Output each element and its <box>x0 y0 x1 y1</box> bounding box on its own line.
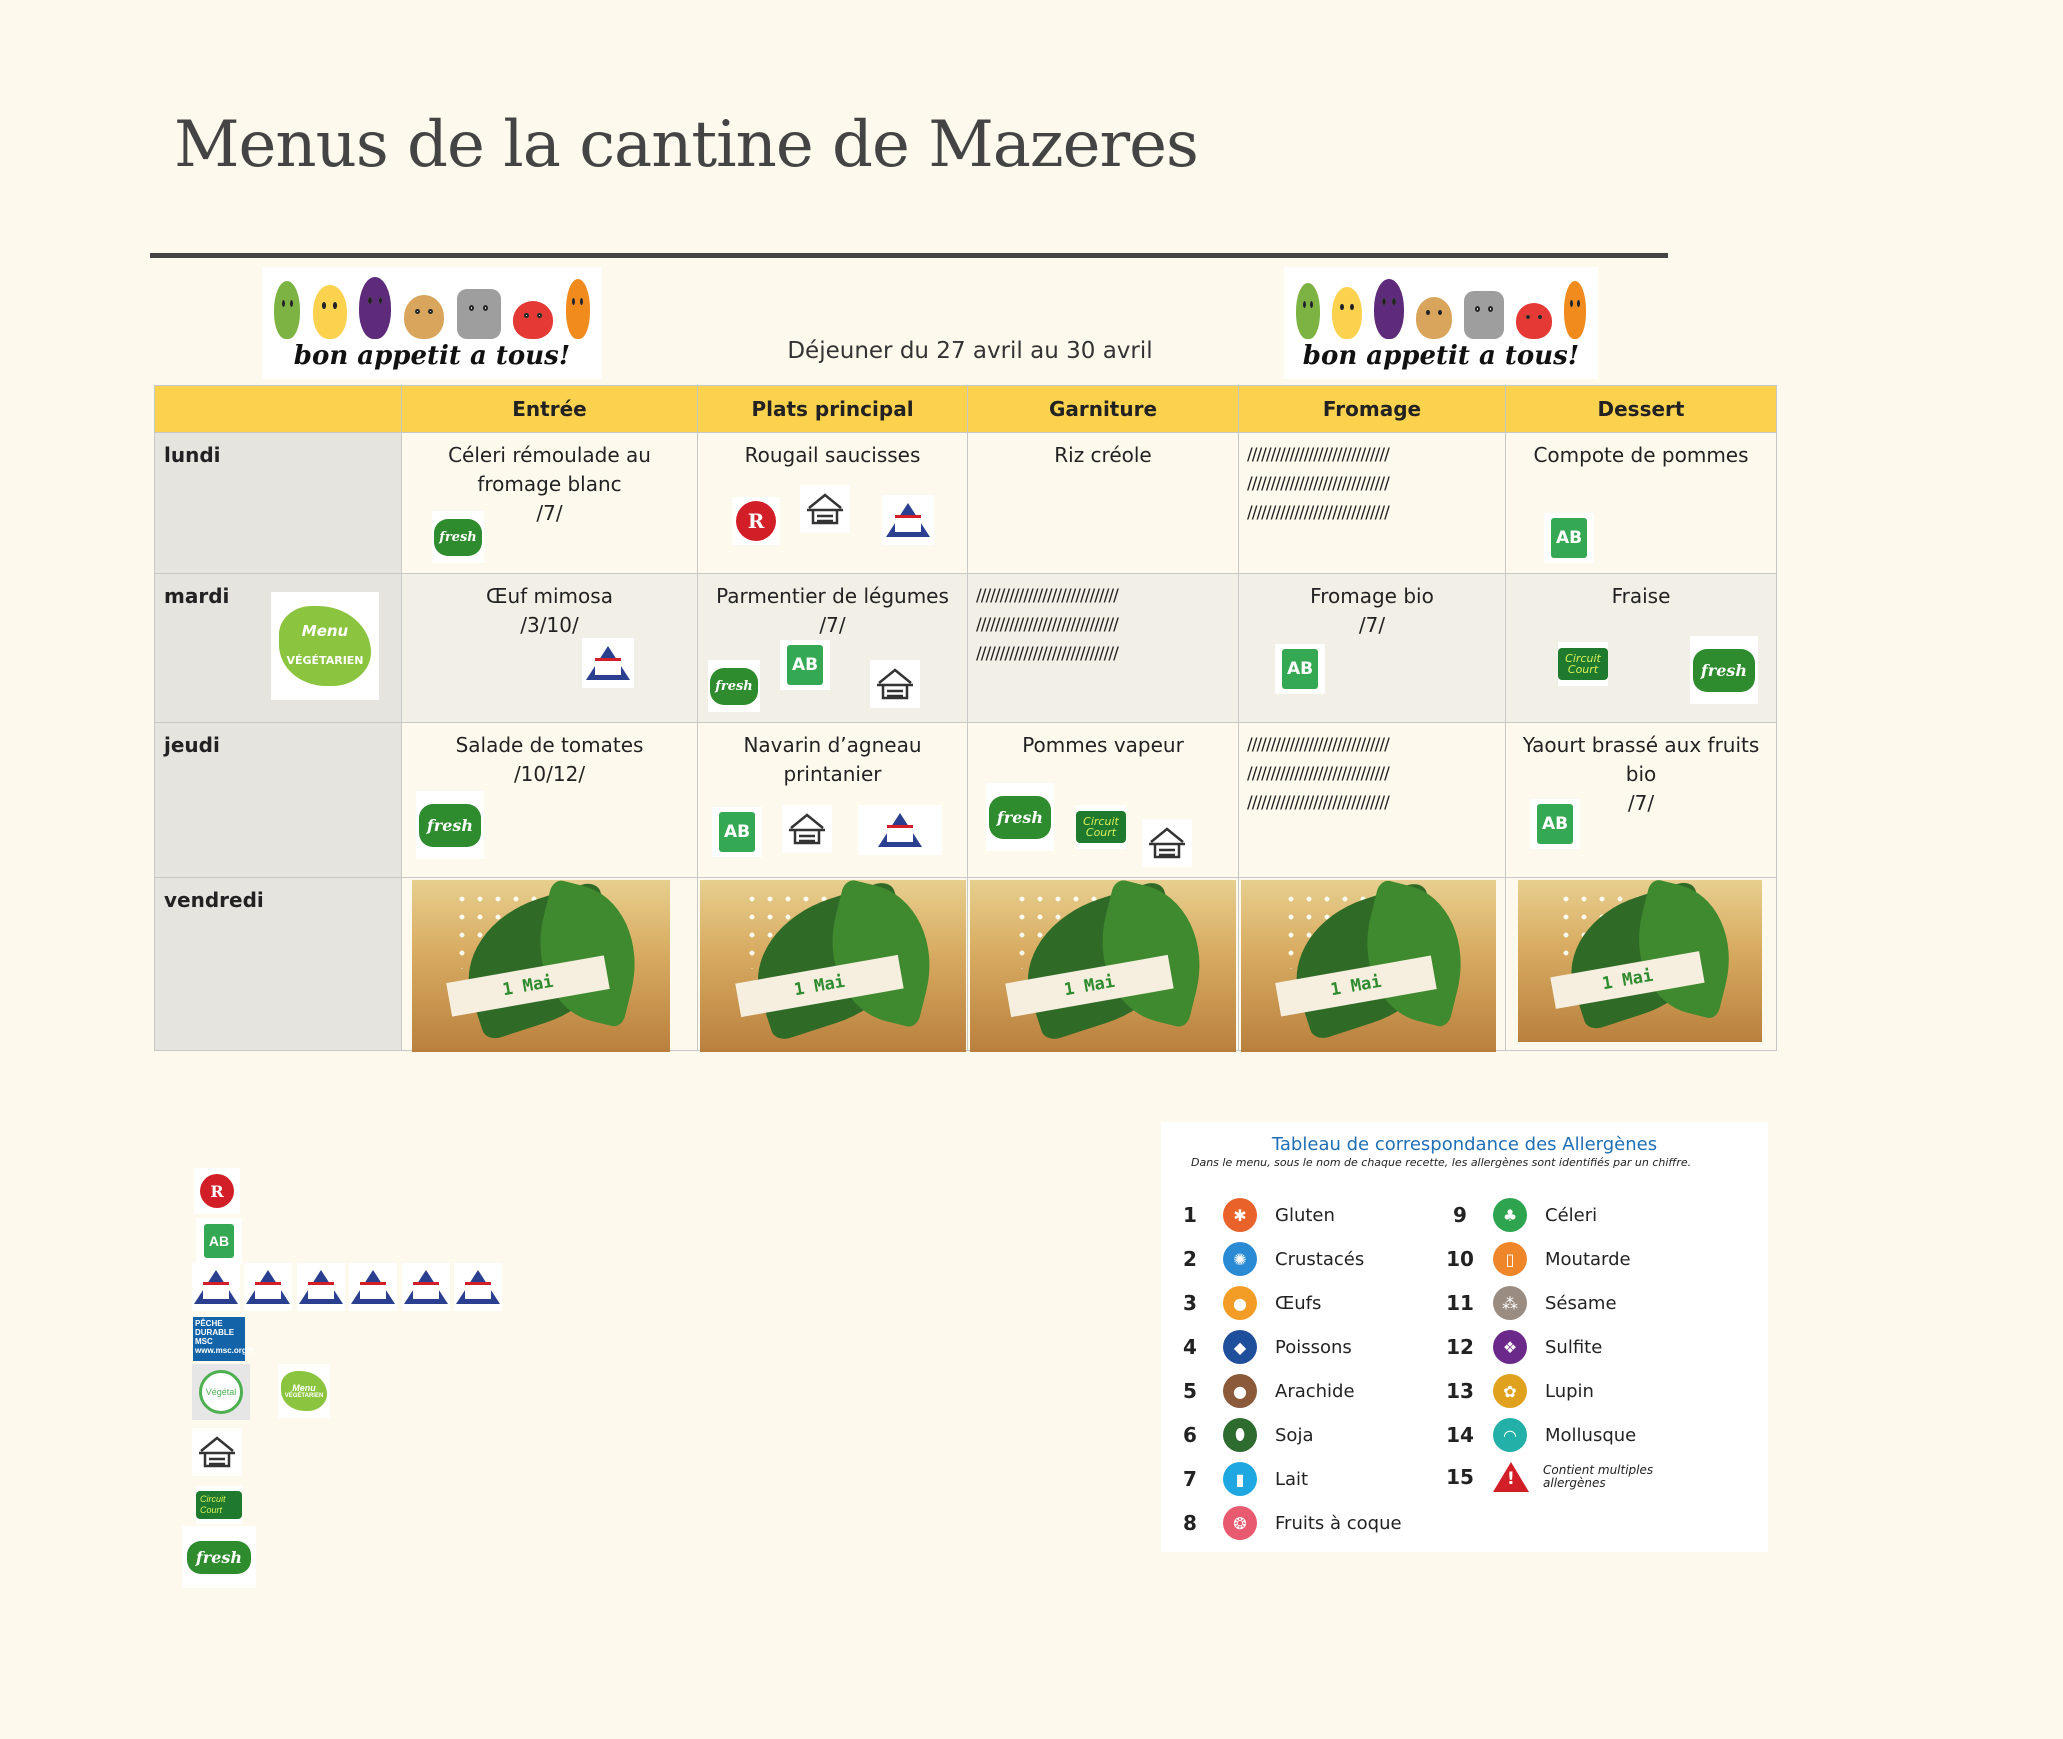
cell-plat <box>698 723 968 878</box>
allergen-item: 15 ! Contient multiples allergènes <box>1439 1462 1673 1492</box>
cell-garniture <box>968 878 1239 1051</box>
allergen-codes: /7/ <box>819 613 846 637</box>
no-dish-hatch: ////////////////////////////// <box>1247 445 1389 465</box>
menu-vegetarien-icon: Menu VÉGÉTARIEN <box>271 592 379 700</box>
cell-entree <box>402 723 698 878</box>
eggplant-illustration <box>1374 279 1404 339</box>
cell-entree <box>402 433 698 574</box>
cell-entree <box>402 878 698 1051</box>
banner-slogan: bon appetit a tous! <box>1302 341 1580 371</box>
dish-name: Pommes vapeur <box>1022 733 1184 757</box>
mollusque-icon: ◠ <box>1493 1418 1527 1452</box>
circuit-court-icon: Circuit Court <box>1076 805 1126 849</box>
title-divider <box>150 253 1668 258</box>
volaille-francaise-icon <box>192 1263 240 1311</box>
fruits-a-coque-icon: ❂ <box>1223 1506 1257 1540</box>
gluten-icon: ✱ <box>1223 1198 1257 1232</box>
menu-row-lundi <box>155 433 1777 574</box>
header-dessert: Dessert <box>1506 386 1777 433</box>
cell-dessert <box>1506 878 1777 1051</box>
oeufs-icon: ● <box>1223 1286 1257 1320</box>
header-garniture: Garniture <box>968 386 1239 433</box>
pea-illustration <box>274 281 300 339</box>
cell-fromage <box>1239 433 1506 574</box>
homemade-icon <box>800 485 850 533</box>
no-dish-hatch: ////////////////////////////// <box>976 586 1118 606</box>
allergen-codes: /7/ <box>1358 613 1386 637</box>
allergen-subtitle: Dans le menu, sous le nom de chaque recette, les allergènes sont identifiés par un chiffre. <box>1191 1156 1692 1169</box>
homemade-icon <box>870 660 920 708</box>
no-dish-hatch: ////////////////////////////// <box>1247 474 1389 494</box>
legend-origine-labels <box>192 1262 502 1312</box>
pot-illustration <box>1464 291 1504 339</box>
celeri-icon: ♣ <box>1493 1198 1527 1232</box>
arachide-icon: ● <box>1223 1374 1257 1408</box>
legend-menu-vegetarien-icon: Menu VÉGÉTARIEN <box>278 1364 330 1418</box>
cell-fromage <box>1239 723 1506 878</box>
allergen-item: 12 ❖ Sulfite <box>1439 1330 1602 1364</box>
muguet-photo: 1 Mai <box>412 880 670 1052</box>
day-name: mardi <box>164 584 230 608</box>
cell-plat <box>698 878 968 1051</box>
warning-icon <box>1493 1462 1529 1492</box>
poissons-icon: ◆ <box>1223 1330 1257 1364</box>
bon-appetit-banner-left <box>262 267 602 379</box>
cell-plat <box>698 574 968 723</box>
origine-france-icon <box>882 495 934 545</box>
allergen-item: 9 ♣ Céleri <box>1439 1198 1597 1232</box>
no-dish-hatch: ////////////////////////////// <box>976 615 1118 635</box>
muguet-photo: 1 Mai <box>1241 880 1496 1052</box>
cell-entree <box>402 574 698 723</box>
dish-name: Compote de pommes <box>1533 443 1749 467</box>
day-label: jeudi <box>155 723 402 878</box>
no-dish-hatch: ////////////////////////////// <box>1247 735 1389 755</box>
legend-msc-icon: PÊCHE DURABLE MSC www.msc.org/fr <box>193 1317 245 1361</box>
cell-fromage <box>1239 878 1506 1051</box>
dish-name: Parmentier de légumes <box>716 584 949 608</box>
lait-icon: ▮ <box>1223 1462 1257 1496</box>
agneau-de-france-icon <box>402 1263 450 1311</box>
dish-name: Salade de tomates <box>455 733 644 757</box>
fresh-label-icon: fresh <box>708 660 760 712</box>
dish-name: Rougail saucisses <box>744 443 921 467</box>
menu-period: Déjeuner du 27 avril au 30 avril <box>787 338 1153 364</box>
allergen-codes: /10/12/ <box>513 762 586 786</box>
menu-table <box>154 385 1777 1051</box>
legend-fresh-icon: fresh <box>182 1526 256 1588</box>
agriculture-bio-icon: AB <box>712 807 762 857</box>
allergen-item: 11 ⁂ Sésame <box>1439 1286 1617 1320</box>
allergen-item: 1 ✱ Gluten <box>1169 1198 1335 1232</box>
le-porc-francais-icon <box>297 1263 345 1311</box>
allergen-item: 13 ✿ Lupin <box>1439 1374 1594 1408</box>
viande-bovine-francaise-icon <box>349 1263 397 1311</box>
cell-dessert <box>1506 433 1777 574</box>
cell-fromage <box>1239 574 1506 723</box>
day-label <box>155 574 402 723</box>
dish-name: Fraise <box>1611 584 1671 608</box>
allergen-table <box>1161 1122 1768 1552</box>
label-rouge-icon: R <box>732 497 780 545</box>
no-dish-hatch: ////////////////////////////// <box>976 644 1118 664</box>
potato-illustration <box>404 295 444 339</box>
no-dish-hatch: ////////////////////////////// <box>1247 503 1389 523</box>
menu-row-jeudi <box>155 723 1777 878</box>
pea-illustration <box>1296 283 1320 339</box>
allergen-title: Tableau de correspondance des Allergènes <box>1271 1134 1658 1155</box>
muguet-photo: 1 Mai <box>1518 880 1762 1042</box>
tomato-illustration <box>1516 303 1552 339</box>
allergen-item: 10 ▯ Moutarde <box>1439 1242 1631 1276</box>
agriculture-bio-icon: AB <box>1275 644 1325 694</box>
legend-vegetal-icon: Végétal <box>192 1364 250 1420</box>
allergen-item: 7 ▮ Lait <box>1169 1462 1308 1496</box>
cell-garniture <box>968 574 1239 723</box>
banner-slogan: bon appetit a tous! <box>293 341 571 371</box>
day-name: vendredi <box>164 888 264 912</box>
fresh-label-icon: fresh <box>986 783 1054 851</box>
homemade-icon <box>782 805 832 853</box>
muguet-photo: 1 Mai <box>700 880 966 1052</box>
menu-row-vendredi <box>155 878 1777 1051</box>
legend-homemade-icon <box>192 1428 242 1476</box>
day-label: lundi <box>155 433 402 574</box>
agriculture-bio-icon: AB <box>1544 513 1594 563</box>
dish-name: Céleri rémoulade au fromage blanc <box>448 443 651 496</box>
dish-name: Navarin d’agneau printanier <box>743 733 922 786</box>
menu-row-mardi <box>155 574 1777 723</box>
eggplant-illustration <box>359 277 391 339</box>
moutarde-icon: ▯ <box>1493 1242 1527 1276</box>
fresh-label-icon: fresh <box>432 511 484 563</box>
pot-illustration <box>457 289 501 339</box>
dish-name: Fromage bio <box>1310 584 1434 608</box>
allergen-item: 8 ❂ Fruits à coque <box>1169 1506 1402 1540</box>
header-entree: Entrée <box>402 386 698 433</box>
allergen-item: 3 ● Œufs <box>1169 1286 1321 1320</box>
allergen-item: 6 ⬮ Soja <box>1169 1418 1313 1452</box>
header-day <box>155 386 402 433</box>
no-dish-hatch: ////////////////////////////// <box>1247 764 1389 784</box>
allergen-codes: /7/ <box>536 501 563 525</box>
bon-appetit-banner-right <box>1284 267 1598 379</box>
carrot-illustration <box>566 279 590 339</box>
allergen-codes: /3/10/ <box>520 613 579 637</box>
legend-circuit-court-icon: Circuit Court <box>196 1486 242 1524</box>
crustaces-icon: ✺ <box>1223 1242 1257 1276</box>
sulfite-icon: ❖ <box>1493 1330 1527 1364</box>
page-title: Menus de la cantine de Mazeres <box>174 108 1198 182</box>
cell-garniture <box>968 433 1239 574</box>
allergen-item: 5 ● Arachide <box>1169 1374 1355 1408</box>
oeufs-de-france-icon <box>244 1263 292 1311</box>
tomato-illustration <box>513 301 553 339</box>
legend-agriculture-bio-icon: AB <box>196 1218 242 1264</box>
sesame-icon: ⁂ <box>1493 1286 1527 1320</box>
fruits-legumes-de-france-icon <box>454 1263 502 1311</box>
cell-plat <box>698 433 968 574</box>
dish-name: Riz créole <box>1054 443 1152 467</box>
cell-dessert <box>1506 574 1777 723</box>
dish-name: Yaourt brassé aux fruits bio <box>1522 733 1760 786</box>
potato-illustration <box>1416 297 1452 339</box>
menu-header-row <box>155 386 1777 433</box>
header-fromage: Fromage <box>1239 386 1506 433</box>
legend-label-rouge-icon: R <box>194 1168 240 1214</box>
cell-garniture <box>968 723 1239 878</box>
allergen-item: 4 ◆ Poissons <box>1169 1330 1352 1364</box>
homemade-icon <box>1142 819 1192 867</box>
banana-illustration <box>1332 287 1362 339</box>
cell-dessert <box>1506 723 1777 878</box>
agriculture-bio-icon: AB <box>1530 799 1580 849</box>
circuit-court-icon: Circuit Court <box>1558 642 1608 686</box>
fresh-label-icon: fresh <box>1690 636 1758 704</box>
agneau-de-france-icon <box>858 805 942 855</box>
header-plat: Plats principal <box>698 386 968 433</box>
allergen-item: 14 ◠ Mollusque <box>1439 1418 1636 1452</box>
muguet-photo: 1 Mai <box>970 880 1236 1052</box>
dish-name: Œuf mimosa <box>486 584 613 608</box>
soja-icon: ⬮ <box>1223 1418 1257 1452</box>
no-dish-hatch: ////////////////////////////// <box>1247 793 1389 813</box>
agriculture-bio-icon: AB <box>780 640 830 690</box>
oeufs-de-france-icon <box>582 638 634 688</box>
carrot-illustration <box>1564 281 1586 339</box>
allergen-item: 2 ✺ Crustacés <box>1169 1242 1364 1276</box>
fresh-label-icon: fresh <box>416 791 484 859</box>
allergen-codes: /7/ <box>1627 791 1655 815</box>
day-label <box>155 878 402 1051</box>
lupin-icon: ✿ <box>1493 1374 1527 1408</box>
banana-illustration <box>313 285 347 339</box>
